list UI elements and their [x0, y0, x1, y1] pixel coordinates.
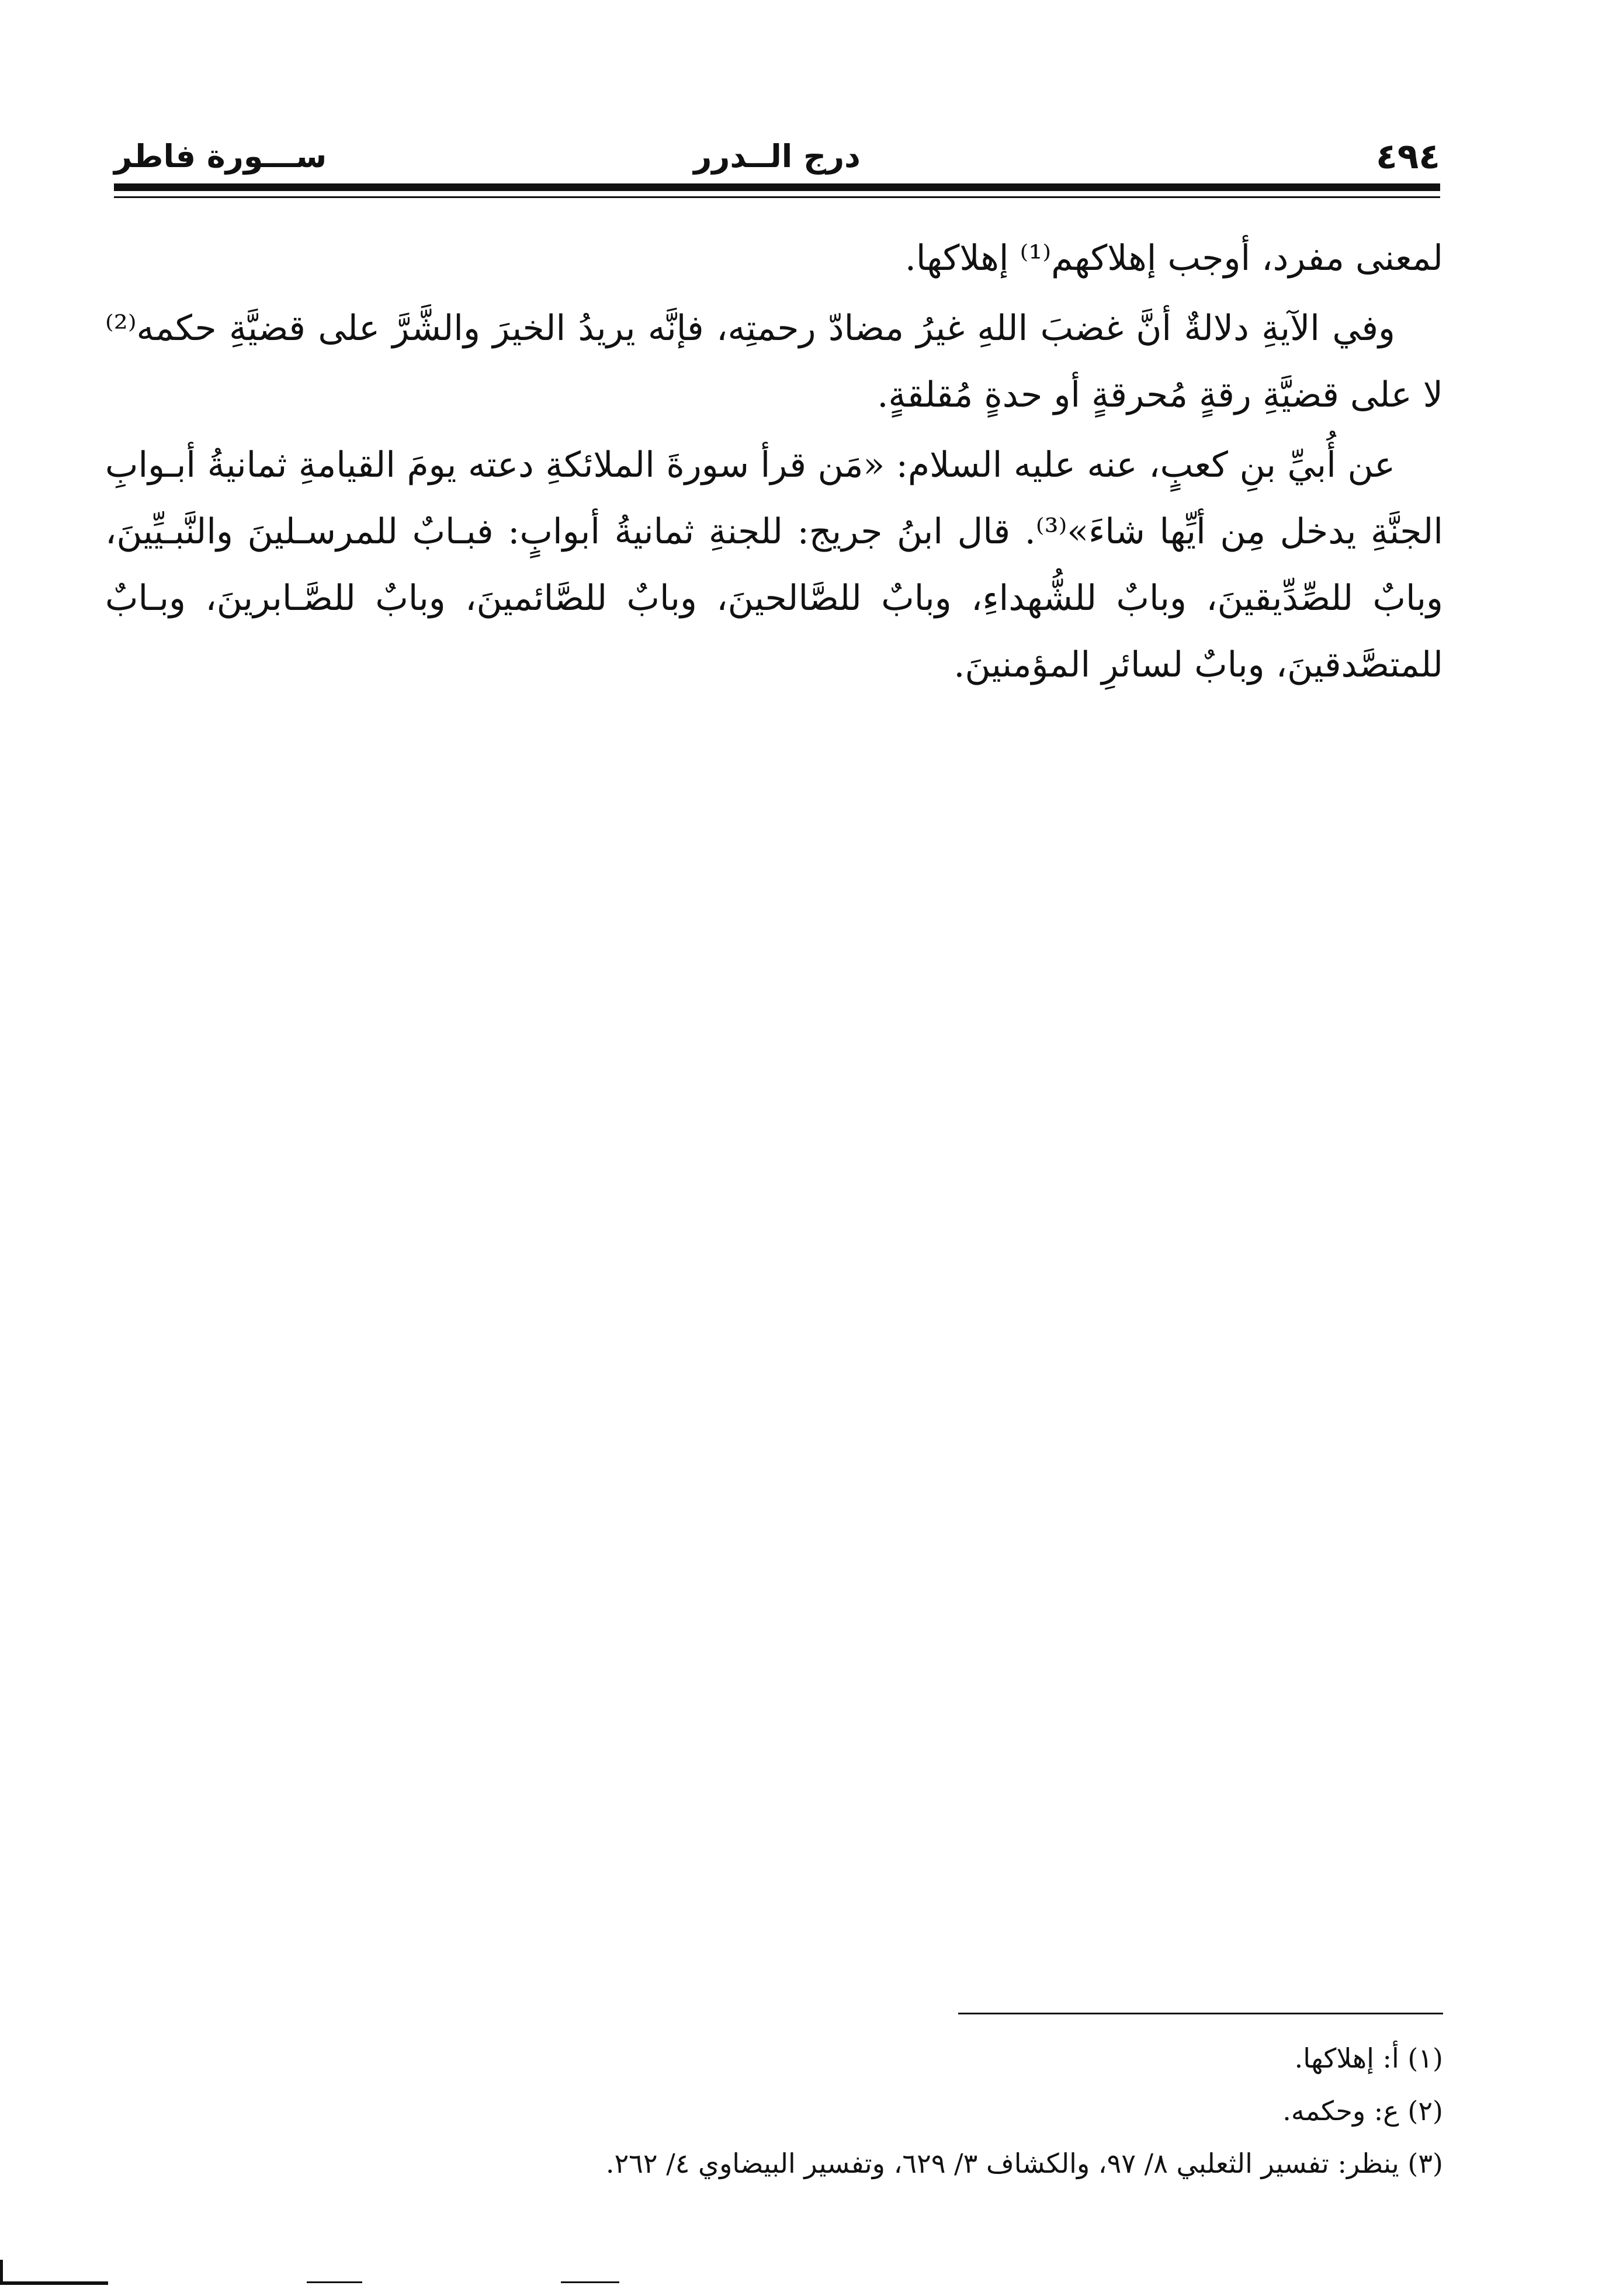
main-text [105, 225, 1443, 698]
header-rule-thin [114, 196, 1440, 198]
paragraph-2: وفي الآيةِ دلالةٌ أنَّ غضبَ اللهِ غيرُ مضادّ رحمتِه، فإنَّه يريدُ الخيرَ والشَّرَّ على قضيَّةِ حكمه⁽²⁾ لا على قضيَّةِ رقةٍ مُحرقةٍ أو حدةٍ مُقلقةٍ. [105, 308, 1443, 415]
scan-artifact-edge [0, 2260, 3, 2283]
paragraph-3: عن أُبيِّ بنِ كعبٍ، عنه عليه السلام: «مَن قرأ سورةَ الملائكةِ دعته يومَ القيامةِ ثمانيةُ أبـوابِ الجنَّةِ يدخل مِن أيِّها شاءَ»⁽³⁾. قال ابنُ جريج: للجنةِ ثمانيةُ أبوابٍ: فبـابٌ للمرسـلينَ والنَّبـيِّينَ، وبابٌ للصِّدِّيقينَ، وبابٌ للشُّهداءِ، وبابٌ للصَّالحينَ، وبابٌ للصَّائمينَ، وبابٌ للصَّـابرينَ، وبـابٌ للمتصَّدقينَ، وبابٌ لسائرِ المؤمنينَ. [105, 445, 1443, 685]
footnote-separator [958, 2013, 1443, 2014]
header-rule-thick [114, 183, 1440, 191]
page-number: ٤٩٤ [1376, 136, 1440, 177]
scan-artifact-dash-2 [561, 2281, 619, 2283]
footnote-1: (١) أ: إهلاكها. [1294, 2042, 1443, 2074]
paragraph-1: لمعنى مفرد، أوجب إهلاكهم⁽¹⁾ إهلاكها. [904, 238, 1443, 279]
footnote-3: (٣) ينظر: تفسير الثعلبي ٨/ ٩٧، والكشاف ٣/ ٦٢٩، وتفسير البيضاوي ٤/ ٢٦٢. [605, 2148, 1443, 2179]
scan-artifact-dash-1 [307, 2281, 362, 2283]
running-header [114, 133, 1440, 186]
footnotes [105, 2032, 1443, 2190]
book-title: درج الــدرر [693, 138, 861, 175]
surah-title: ســـورة فاطر [114, 138, 327, 175]
footnote-2: (٢) ع: وحكمه. [1282, 2095, 1443, 2127]
scan-artifact-bottom-left [0, 2281, 108, 2285]
